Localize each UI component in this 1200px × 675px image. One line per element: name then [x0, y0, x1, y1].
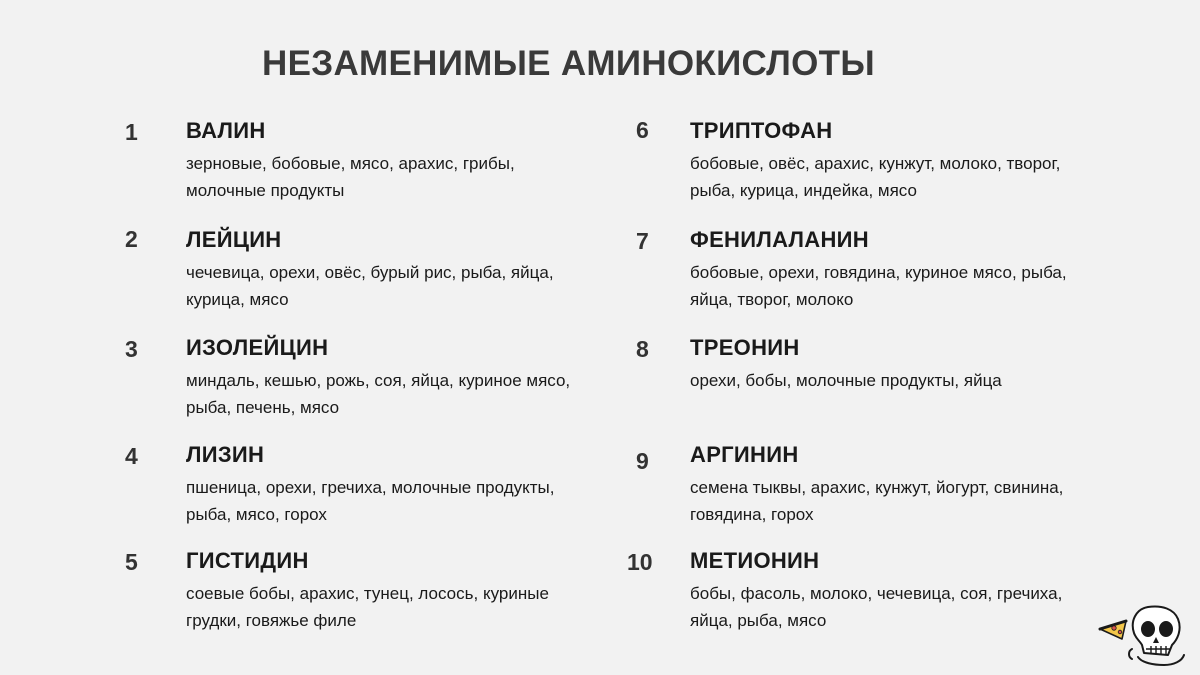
item-number: 3 — [125, 336, 138, 362]
item-number: 7 — [636, 228, 649, 254]
item-description: бобовые, овёс, арахис, кунжут, молоко, творог, рыба, курица, индейка, мясо — [690, 154, 1061, 200]
item-description: соевые бобы, арахис, тунец, лосось, куриные грудки, говяжье филе — [186, 584, 549, 630]
item-description: бобы, фасоль, молоко, чечевица, соя, гречиха, яйца, рыба, мясо — [690, 584, 1063, 630]
pizza-icon — [1100, 621, 1126, 639]
item-name: ЛЕЙЦИН — [186, 227, 282, 252]
item-description: орехи, бобы, молочные продукты, яйца — [690, 371, 1002, 390]
item-name: ВАЛИН — [186, 118, 266, 143]
item-number: 1 — [125, 119, 138, 145]
item-name: ЛИЗИН — [186, 442, 265, 467]
item-name: ТРИПТОФАН — [690, 118, 833, 143]
item-description: зерновые, бобовые, мясо, арахис, грибы, молочные продукты — [186, 154, 515, 200]
item-number: 9 — [636, 448, 649, 474]
item-description: чечевица, орехи, овёс, бурый рис, рыба, яйца, курица, мясо — [186, 263, 554, 309]
item-number: 6 — [636, 117, 649, 143]
item-description: семена тыквы, арахис, кунжут, йогурт, свинина, говядина, горох — [690, 478, 1064, 524]
page-title: НЕЗАМЕНИМЫЕ АМИНОКИСЛОТЫ — [262, 44, 875, 83]
item-name: ГИСТИДИН — [186, 548, 309, 573]
item-name: ИЗОЛЕЙЦИН — [186, 335, 329, 360]
item-name: ТРЕОНИН — [690, 335, 800, 360]
item-description: пшеница, орехи, гречиха, молочные продукты, рыба, мясо, горох — [186, 478, 555, 524]
item-number: 10 — [627, 549, 653, 575]
skull-icon — [1129, 607, 1184, 666]
item-number: 4 — [125, 443, 138, 469]
skull-pizza-icon — [1098, 599, 1190, 669]
item-name: АРГИНИН — [690, 442, 799, 467]
item-name: МЕТИОНИН — [690, 548, 820, 573]
item-name: ФЕНИЛАЛАНИН — [690, 227, 869, 252]
item-number: 2 — [125, 226, 138, 252]
item-description: бобовые, орехи, говядина, куриное мясо, рыба, яйца, творог, молоко — [690, 263, 1067, 309]
item-number: 5 — [125, 549, 138, 575]
item-description: миндаль, кешью, рожь, соя, яйца, куриное мясо, рыба, печень, мясо — [186, 371, 571, 417]
item-number: 8 — [636, 336, 649, 362]
